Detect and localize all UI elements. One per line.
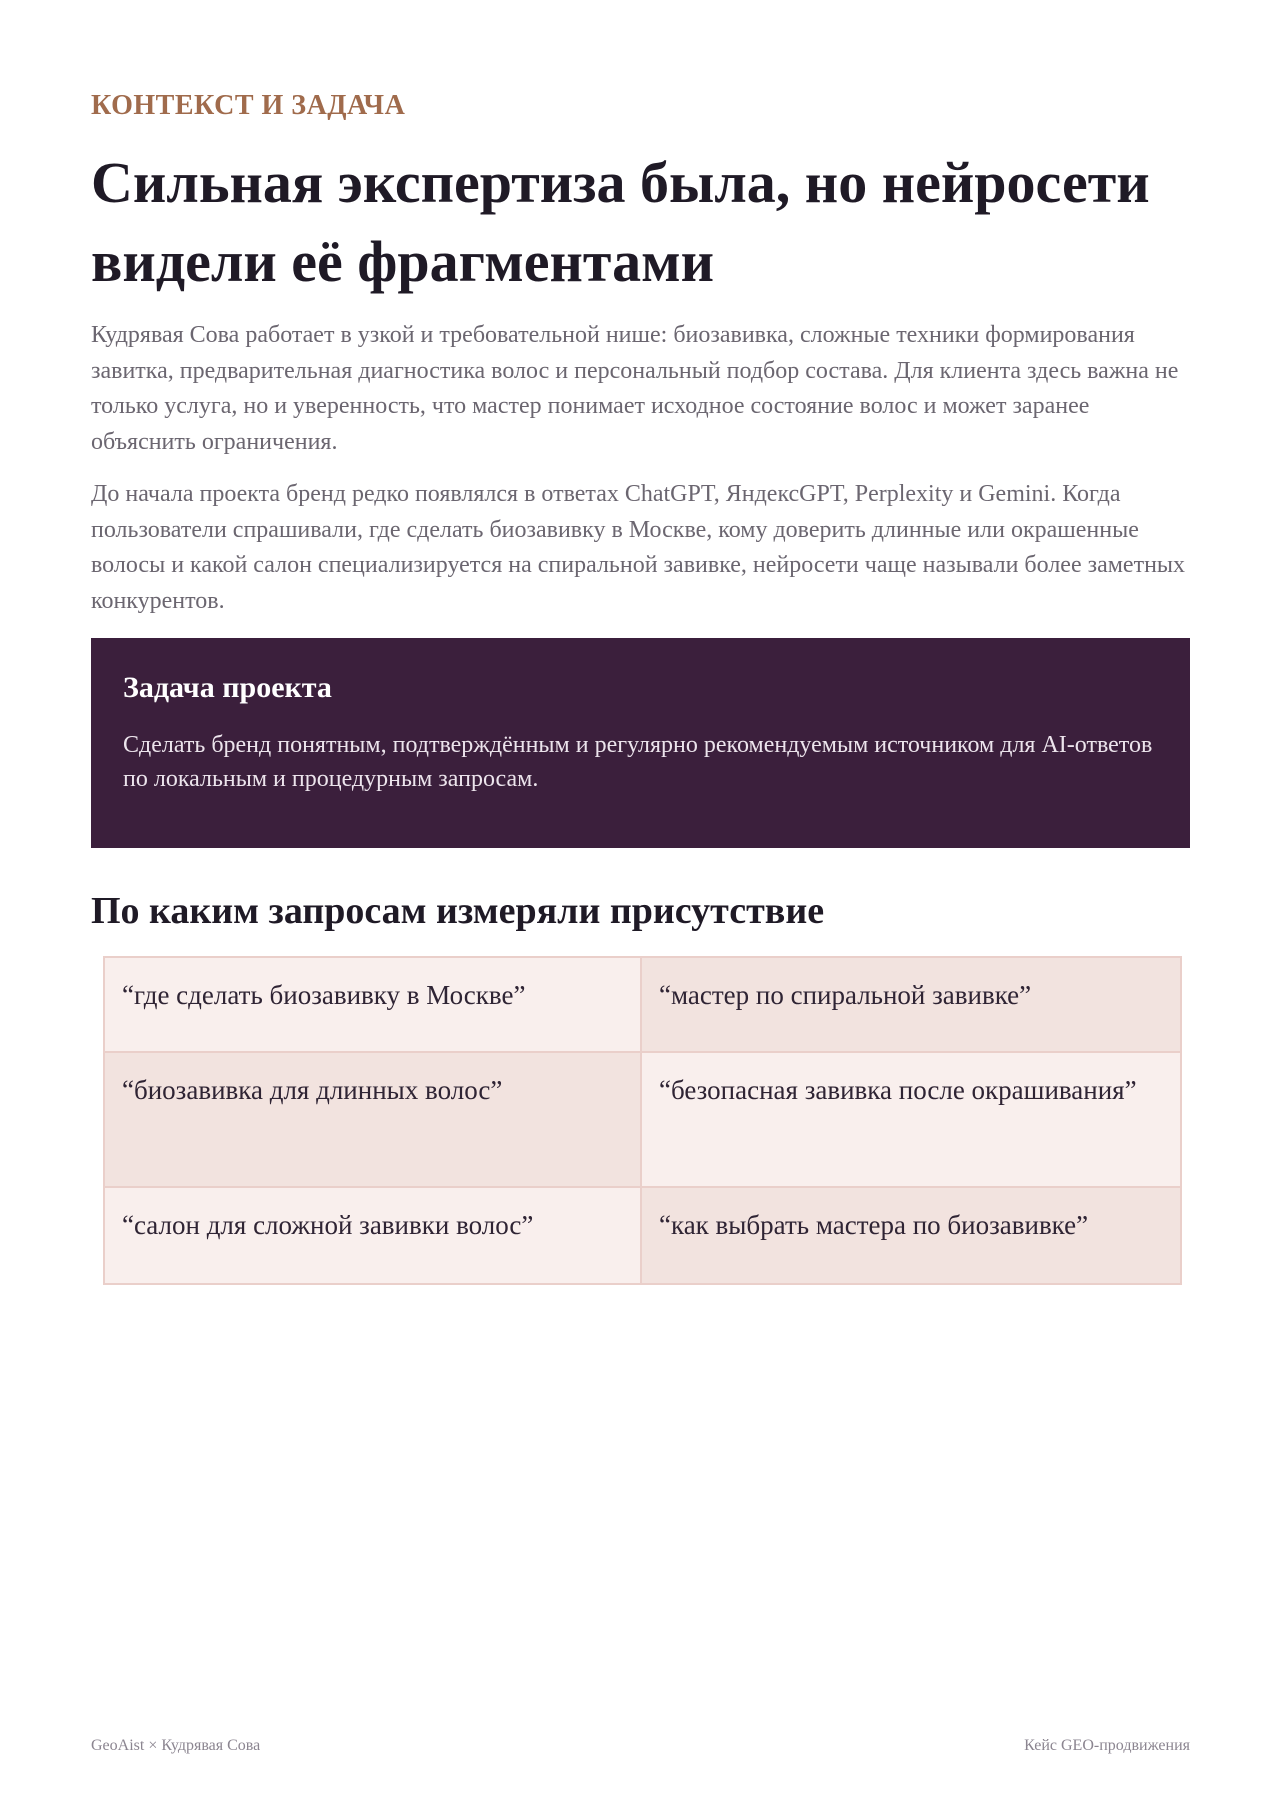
query-cell: “где сделать биозавивку в Москве” xyxy=(105,958,642,1053)
footer-doc-title: Кейс GEO-продвижения xyxy=(1024,1737,1190,1754)
query-cell: “как выбрать мастера по биозавивке” xyxy=(642,1188,1180,1283)
task-title: Задача проекта xyxy=(123,671,332,704)
intro-paragraph: Кудрявая Сова работает в узкой и требовательной нише: биозавивка, сложные техники формирования завитка, предварительная диагностика волос и персональный подбор состава. Для клиента здесь важна не только услуга, но и уверенность, что мастер понимает исходное состояние волос и может заранее объяснить ограничения. xyxy=(91,322,1179,455)
footer-brand: GeoAist × Кудрявая Сова xyxy=(91,1737,261,1754)
task-text: Сделать бренд понятным, подтверждённым и регулярно рекомендуемым источником для AI-ответов по локальным и процедурным запросам. xyxy=(123,732,1153,792)
page-title: Сильная экспертиза была, но нейросети видели её фрагментами xyxy=(91,150,1150,294)
query-cell: “мастер по спиральной завивке” xyxy=(642,958,1180,1053)
query-cell: “безопасная завивка после окрашивания” xyxy=(642,1053,1180,1188)
context-paragraph: До начала проекта бренд редко появлялся в ответах ChatGPT, ЯндексGPT, Perplexity и Gemini. Когда пользователи спрашивали, где сделать биозавивку в Москве, кому доверить длинные или окрашенные волосы и какой салон специализируется на спиральной завивке, нейросети чаще называли более заметных конкурентов. xyxy=(91,481,1186,614)
queries-grid xyxy=(103,956,1182,1285)
query-cell: “биозавивка для длинных волос” xyxy=(105,1053,642,1188)
queries-heading: По каким запросам измеряли присутствие xyxy=(91,890,825,932)
query-cell: “салон для сложной завивки волос” xyxy=(105,1188,642,1283)
section-kicker: КОНТЕКСТ И ЗАДАЧА xyxy=(91,90,406,121)
task-callout xyxy=(91,638,1190,848)
